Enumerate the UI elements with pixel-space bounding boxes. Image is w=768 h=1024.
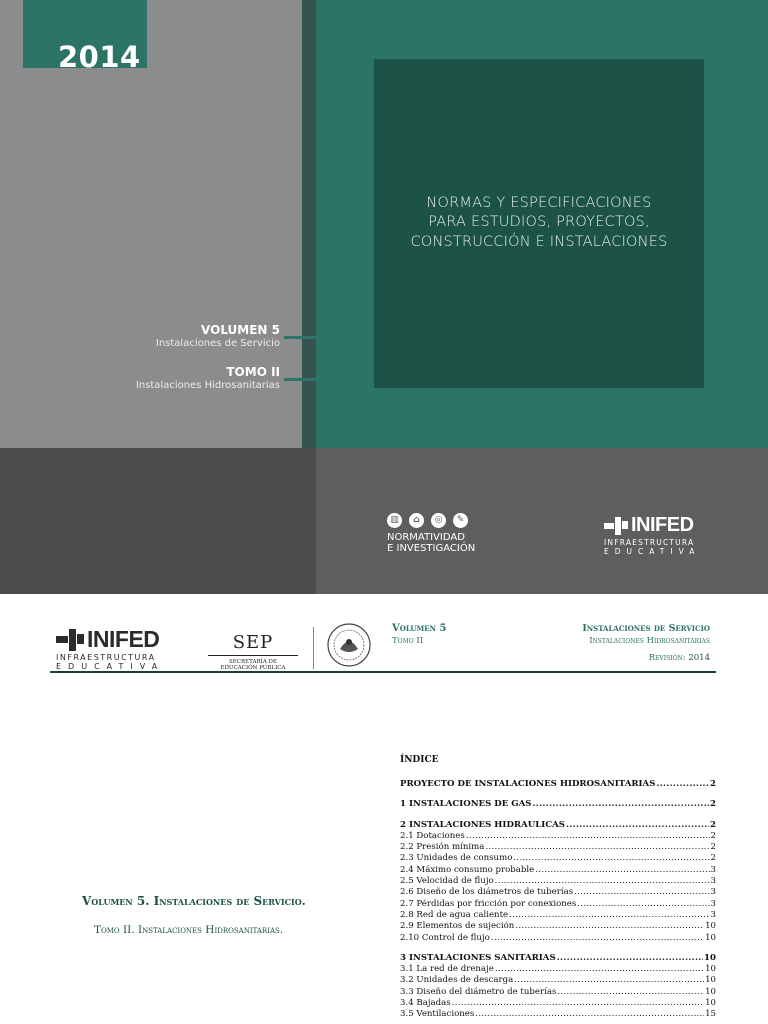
toc-entry-page: 10 <box>704 952 716 963</box>
toc-entry-leader <box>577 899 709 910</box>
toc-entry-leader <box>574 887 709 898</box>
toc-entry[interactable] <box>400 998 716 1009</box>
toc-entry-page: 10 <box>705 964 716 975</box>
page-tomo-title: Tomo II. Instalaciones Hidrosanitarias. <box>94 924 284 936</box>
books-icon: ▥ <box>387 513 402 528</box>
toc-entry-label: 2.10 Control de flujo <box>400 932 490 943</box>
toc-entry[interactable] <box>400 887 716 898</box>
cover-year: 2014 <box>58 40 141 74</box>
national-seal-icon <box>326 622 372 668</box>
toc-entry-label: PROYECTO DE INSTALACIONES HIDROSANITARIAS <box>400 779 656 789</box>
cover-volume-label: VOLUMEN 5 <box>201 323 280 337</box>
toc-entry[interactable] <box>400 799 716 810</box>
building-icon: ⌂ <box>409 513 424 528</box>
toc-entry-leader <box>515 921 704 932</box>
toc-heading: ÍNDICE <box>400 755 439 765</box>
sep-line-1: SECRETARÍA DE <box>229 659 277 665</box>
page-volume-title: Volumen 5. Instalaciones de Servicio. <box>82 894 306 908</box>
sep-name: SEP <box>208 632 298 656</box>
cover-tomo-label: TOMO II <box>226 365 280 379</box>
toc-entry-leader <box>557 953 703 964</box>
header-right-subtitle: Instalaciones Hidrosanitarias <box>589 636 710 646</box>
magnifier-icon: ◎ <box>431 513 446 528</box>
toc-section-gap <box>400 811 716 820</box>
cover-title-line-1: NORMAS Y ESPECIFICACIONES <box>426 195 652 211</box>
header-logo-name: INIFED <box>87 626 160 652</box>
toc-entry[interactable] <box>400 975 716 986</box>
toc-entry-page: 15 <box>705 1009 716 1020</box>
toc-entry-label: 3.5 Ventilaciones <box>400 1009 475 1020</box>
toc-entry-page: 2 <box>710 779 716 789</box>
program-label <box>387 532 475 554</box>
tomo-marker-line <box>284 378 316 381</box>
toc-entry-label: 2.9 Elementos de sujeción <box>400 921 515 932</box>
toc-entry[interactable] <box>400 899 716 910</box>
toc-entry-page: 3 <box>710 887 716 898</box>
cover-tomo-subtitle: Instalaciones Hidrosanitarias <box>135 380 280 391</box>
toc-entry-page: 10 <box>705 921 716 932</box>
toc-entry-leader <box>514 975 704 986</box>
toc-entry-page: 10 <box>705 975 716 986</box>
toc-entry-leader <box>566 820 709 831</box>
toc-entry-leader <box>509 910 709 921</box>
toc-entry-page: 2 <box>710 853 716 864</box>
cover-logo-tag-1: INFRAESTRUCTURA <box>604 538 695 547</box>
toc-entry-label: 2.1 Dotaciones <box>400 830 465 841</box>
header-rule <box>50 671 716 673</box>
toc-entry-leader <box>513 853 709 864</box>
header-inifed-logo <box>56 626 164 671</box>
volume-marker-line <box>284 336 316 339</box>
toc-entry-page: 10 <box>705 986 716 997</box>
toc-entry[interactable] <box>400 876 716 887</box>
cover-title-line-2: PARA ESTUDIOS, PROYECTOS, <box>428 214 650 230</box>
cover-logo-tag-2: EDUCATIVA <box>604 547 701 556</box>
toc-entry[interactable] <box>400 865 716 876</box>
program-icons <box>387 513 468 528</box>
toc-entry[interactable] <box>400 910 716 921</box>
inifed-mark-icon <box>56 629 84 651</box>
toc-entry-page: 3 <box>710 876 716 887</box>
program-line-1: NORMATIVIDAD <box>387 532 465 543</box>
toc-entry-leader <box>557 987 704 998</box>
toc-entry-leader <box>466 831 710 842</box>
toc-entry-leader <box>495 964 704 975</box>
cover-bottom-left-panel <box>0 448 316 594</box>
toc-entry-label: 2.2 Presión mínima <box>400 842 485 853</box>
toc-entry-label: 2.5 Velocidad de flujo <box>400 876 494 887</box>
toc-entry-page: 3 <box>710 864 716 875</box>
revision-label: Revisión: <box>648 653 686 663</box>
toc-entry-leader <box>475 1009 704 1020</box>
toc-entry-label: 2.6 Diseño de los diámetros de tuberías <box>400 887 574 898</box>
sep-logo <box>208 632 298 671</box>
toc-entry-leader <box>533 799 710 810</box>
toc-list <box>400 779 716 1021</box>
header-logo-tag-1: INFRAESTRUCTURA <box>56 653 156 662</box>
logo-divider <box>313 627 314 669</box>
toc-entry[interactable] <box>400 820 716 831</box>
toc-entry[interactable] <box>400 987 716 998</box>
toc-entry-page: 10 <box>705 932 716 943</box>
cover-inifed-logo <box>604 514 700 556</box>
toc-entry[interactable] <box>400 853 716 864</box>
toc-entry-label: 3 INSTALACIONES SANITARIAS <box>400 952 556 963</box>
inifed-mark-icon <box>604 517 628 535</box>
toc-entry-label: 1 INSTALACIONES DE GAS <box>400 799 532 810</box>
revision-year: 2014 <box>688 653 710 663</box>
toc-entry-page: 2 <box>710 842 716 853</box>
toc-entry-page: 3 <box>710 898 716 909</box>
toc-entry-label: 3.1 La red de drenaje <box>400 964 494 975</box>
toc-entry-label: 3.4 Bajadas <box>400 998 451 1009</box>
toc-entry-label: 2.4 Máximo consumo probable <box>400 864 535 875</box>
toc-entry[interactable] <box>400 831 716 842</box>
toc-entry-leader <box>452 998 704 1009</box>
cover-title-line-3: CONSTRUCCIÓN E INSTALACIONES <box>410 234 668 250</box>
toc-entry-page: 2 <box>710 819 716 830</box>
toc-entry-leader <box>495 876 710 887</box>
toc-entry[interactable] <box>400 953 716 964</box>
toc-entry[interactable] <box>400 933 716 944</box>
toc-entry[interactable] <box>400 779 716 790</box>
header-right-title: Instalaciones de Servicio <box>582 623 710 634</box>
toc-entry-label: 2 INSTALACIONES HIDRAULICAS <box>400 819 565 830</box>
toc-entry-page: 10 <box>705 998 716 1009</box>
cover-volume-subtitle: Instalaciones de Servicio <box>155 338 280 349</box>
toc-entry[interactable] <box>400 964 716 975</box>
program-line-2: E INVESTIGACIÓN <box>387 543 476 554</box>
sep-line-2: EDUCACIÓN PÚBLICA <box>220 665 286 671</box>
toc-entry-label: 2.8 Red de agua caliente <box>400 909 509 920</box>
toc-entry-label: 2.3 Unidades de consumo <box>400 853 513 864</box>
toc-entry-leader <box>535 865 709 876</box>
toc-entry[interactable] <box>400 921 716 932</box>
toc-section-gap <box>400 944 716 953</box>
toc-entry-leader <box>491 933 704 944</box>
table-of-contents <box>400 755 716 1021</box>
toc-entry-label: 3.3 Diseño del diámetro de tuberías <box>400 986 557 997</box>
header-tomo: Tomo II <box>392 636 424 646</box>
tools-icon: ✎ <box>453 513 468 528</box>
header-revision <box>649 653 710 663</box>
toc-entry-page: 2 <box>710 830 716 841</box>
toc-entry-label: 3.2 Unidades de descarga <box>400 975 514 986</box>
toc-entry[interactable] <box>400 1009 716 1020</box>
header-volume: Volumen 5 <box>392 623 447 634</box>
toc-entry-leader <box>656 779 709 790</box>
toc-section-gap <box>400 790 716 799</box>
toc-entry-leader <box>485 842 709 853</box>
toc-entry-label: 2.7 Pérdidas por fricción por conexiones <box>400 898 577 909</box>
toc-entry[interactable] <box>400 842 716 853</box>
header-logo-tag-2: EDUCATIVA <box>56 662 165 671</box>
cover-logo-name: INIFED <box>631 514 694 536</box>
toc-entry-page: 3 <box>710 909 716 920</box>
toc-entry-page: 2 <box>710 799 716 810</box>
